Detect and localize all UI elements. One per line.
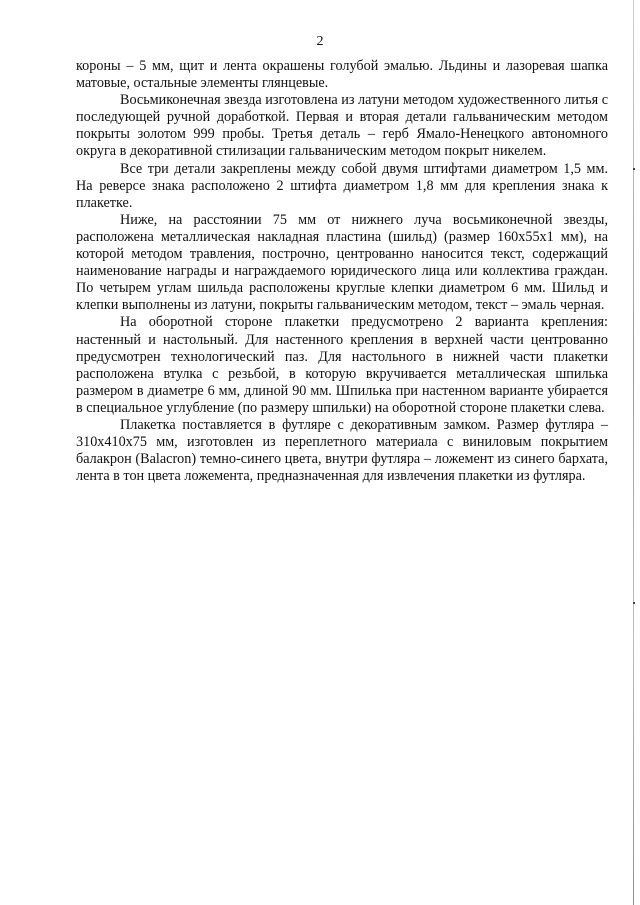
scan-artifact: [633, 602, 635, 604]
scan-edge-line: [633, 0, 634, 905]
page-number: 2: [316, 34, 324, 49]
paragraph-1: короны – 5 мм, щит и лента окрашены голубой эмалью. Льдины и лазоревая шапка матовые, остальные элементы глянцевые.: [76, 58, 608, 92]
paragraph-6: Плакетка поставляется в футляре с декоративным замком. Размер футляра – 310x410x75 мм, изготовлен из переплетного материала с виниловым покрытием балакрон (Balacron) темно-синего цвета, внутри футляра – ложемент из синего бархата, лента в тон цвета ложемента, предназначенная для извлечения плакетки из футляра.: [76, 416, 608, 485]
paragraph-5: На оборотной стороне плакетки предусмотрено 2 варианта крепления: настенный и настольный. Для настенного крепления в верхней части центрованно предусмотрен технологический паз. Для настольного в нижней части плакетки расположена втулка с резьбой, в которую вкручивается металлическая шпилька размером в диаметре 6 мм, длиной 90 мм. Шпилька при настенном варианте убирается в специальное углубление (по размеру шпильки) на оборотной стороне плакетки слева.: [76, 314, 608, 416]
document-body: [76, 58, 608, 485]
scan-artifact: [633, 168, 635, 170]
paragraph-2: Восьмиконечная звезда изготовлена из латуни методом художественного литья с последующей ручной доработкой. Первая и вторая детали гальваническим методом покрыты золотом 999 пробы. Третья деталь – герб Ямало-Ненецкого автономного округа в декоративной стилизации гальваническим методом покрыт никелем.: [76, 92, 608, 160]
paragraph-4: Ниже, на расстоянии 75 мм от нижнего луча восьмиконечной звезды, расположена металлическая накладная пластина (шильд) (размер 160x55x1 мм), на которой методом травления, построчно, центрованно наносится текст, содержащий наименование награды и награждаемого юридического лица или коллектива граждан. По четырем углам шильда расположены круглые клепки диаметром 6 мм. Шильд и клепки выполнены из латуни, покрыты гальваническим методом, текст – эмаль черная.: [76, 211, 608, 314]
paragraph-3: Все три детали закреплены между собой двумя штифтами диаметром 1,5 мм. На реверсе знака расположено 2 штифта диаметром 1,8 мм для крепления знака к плакетке.: [76, 160, 608, 211]
